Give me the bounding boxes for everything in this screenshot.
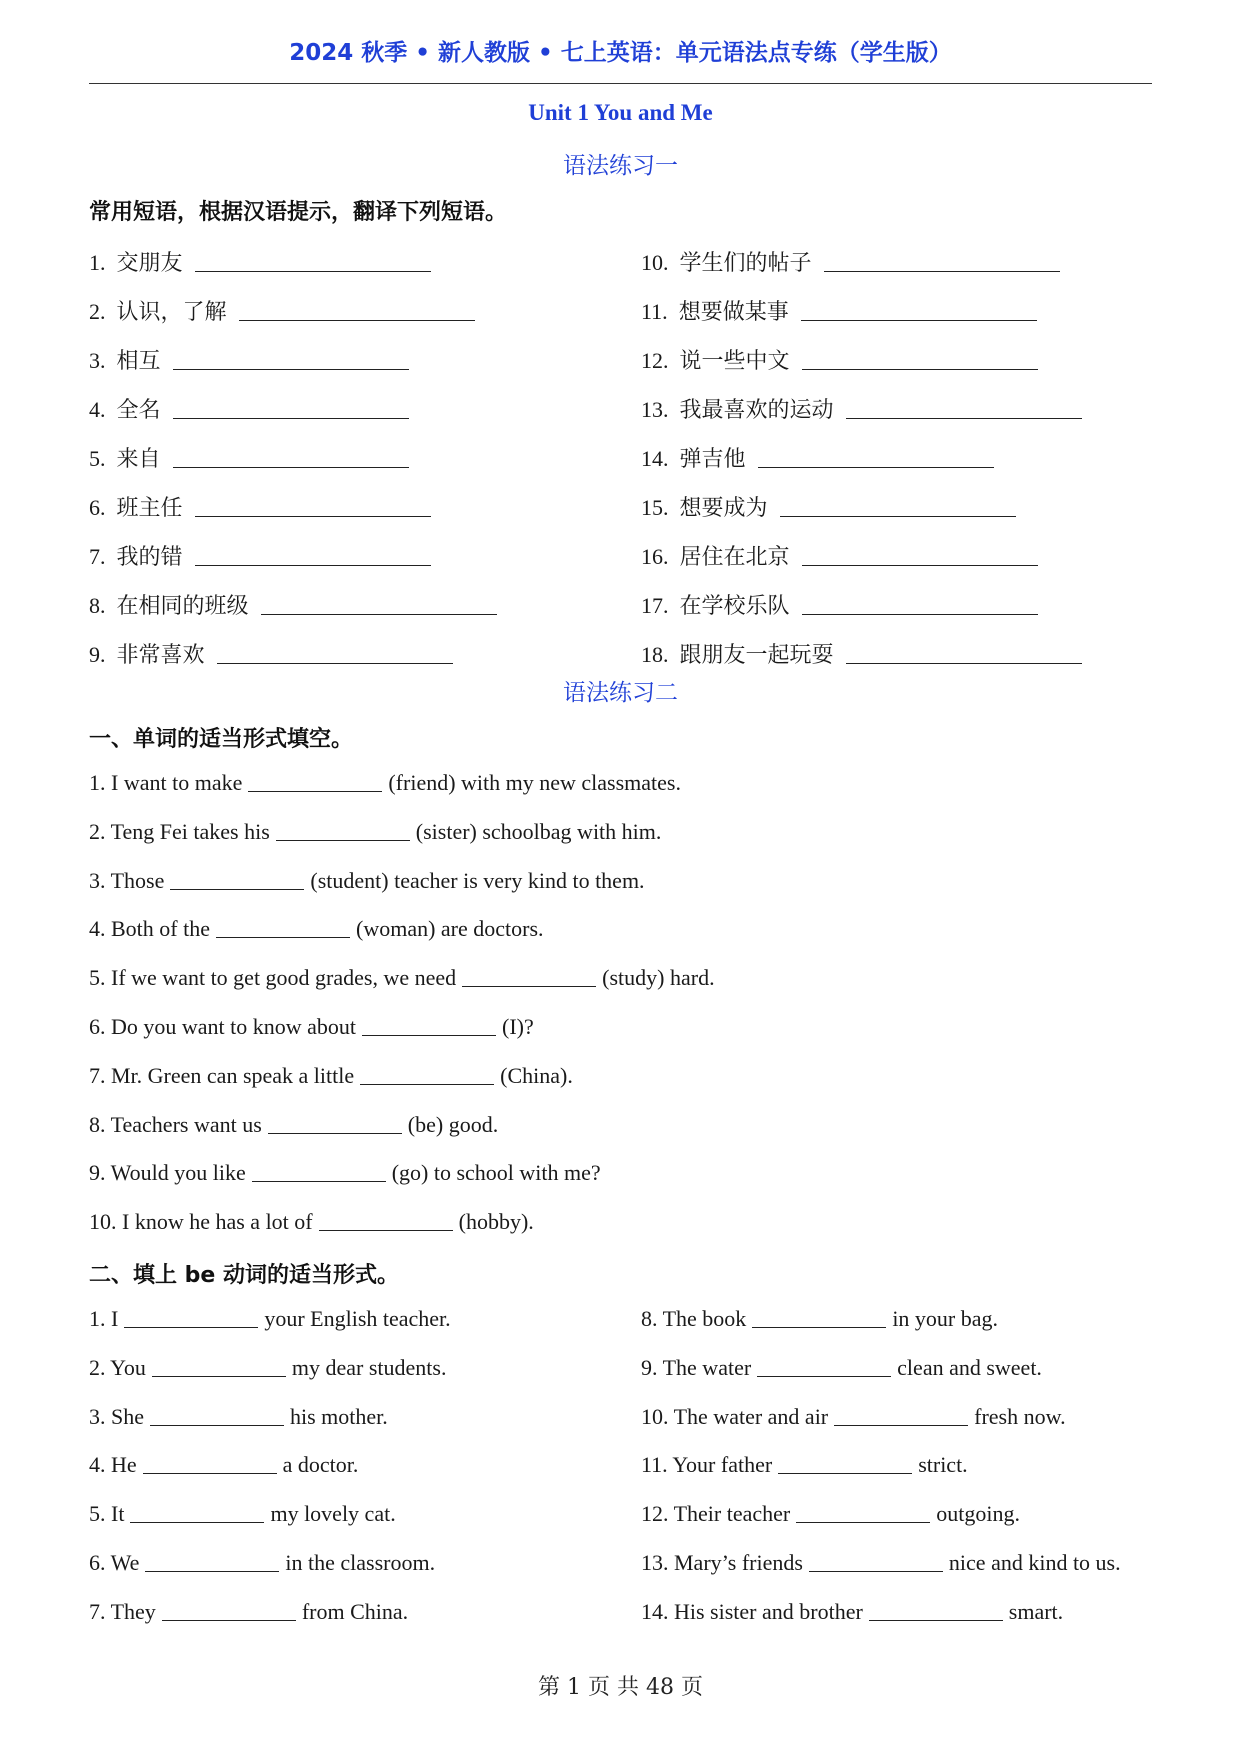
item-text-before: 7. Mr. Green can speak a little [89, 1062, 355, 1088]
phrase-item [89, 344, 415, 375]
answer-blank[interactable] [268, 1132, 402, 1134]
item-text-before: 8. Teachers want us [89, 1111, 262, 1137]
item-text-before: 4. Both of the [89, 916, 210, 942]
phrase-item [89, 491, 437, 522]
phrase-hint: 说一些中文 [679, 349, 790, 374]
exercise-item [89, 965, 715, 991]
item-text-before: 1. I [89, 1306, 119, 1331]
item-text-before: 14. His sister and brother [641, 1598, 863, 1624]
exercise1-title: 语法练习一 [563, 153, 678, 179]
answer-blank[interactable] [869, 1619, 1003, 1621]
phrase-hint: 相互 [116, 349, 161, 374]
answer-blank[interactable] [802, 613, 1038, 615]
item-number: 3. [89, 348, 106, 373]
exercise-item [89, 1209, 534, 1235]
answer-blank[interactable] [261, 613, 497, 615]
unit-title: Unit 1 You and Me [528, 100, 713, 125]
item-number: 15. [641, 495, 669, 520]
exercise-item [641, 1550, 1121, 1576]
phrase-hint: 交朋友 [116, 251, 183, 276]
phrase-item [89, 540, 437, 571]
phrase-hint: 弹吉他 [679, 447, 746, 472]
answer-blank[interactable] [195, 515, 431, 517]
phrase-hint: 非常喜欢 [116, 643, 205, 668]
phrase-item [89, 246, 437, 277]
exercise-item [641, 1501, 1020, 1527]
answer-blank[interactable] [162, 1619, 296, 1621]
item-number: 6. [89, 495, 106, 520]
phrase-item [641, 442, 1000, 473]
item-text-after: (go) to school with me? [391, 1160, 601, 1186]
answer-blank[interactable] [846, 417, 1082, 419]
item-text-after: your English teacher. [264, 1306, 451, 1331]
phrase-item [89, 393, 415, 424]
answer-blank[interactable] [124, 1326, 258, 1328]
answer-blank[interactable] [846, 662, 1082, 664]
answer-blank[interactable] [252, 1180, 386, 1182]
item-text-after: (study) hard. [602, 965, 715, 991]
part1-instruction: 一、单词的适当形式填空。 [89, 727, 354, 752]
item-text-after: from China. [301, 1598, 409, 1624]
answer-blank[interactable] [802, 368, 1038, 370]
item-text-after: (be) good. [407, 1111, 499, 1137]
item-text-after: (I)? [502, 1014, 534, 1039]
phrase-item [89, 638, 459, 669]
answer-blank[interactable] [758, 466, 994, 468]
item-text-before: 12. Their teacher [641, 1501, 791, 1527]
answer-blank[interactable] [248, 790, 382, 792]
exercise-item [89, 1452, 358, 1478]
answer-blank[interactable] [757, 1375, 891, 1377]
item-text-after: (woman) are doctors. [356, 916, 544, 942]
phrase-hint: 全名 [116, 398, 161, 423]
item-text-after: a doctor. [282, 1452, 359, 1478]
exercise-item [641, 1355, 1042, 1381]
exercise-item [89, 1160, 601, 1186]
item-text-after: strict. [918, 1452, 968, 1478]
phrase-hint: 在学校乐队 [679, 594, 790, 619]
exercise-item [641, 1452, 968, 1478]
phrase-item [641, 393, 1088, 424]
answer-blank[interactable] [152, 1375, 286, 1377]
item-text-after: (hobby). [458, 1209, 534, 1235]
phrase-item [641, 344, 1044, 375]
item-number: 1. [89, 250, 106, 275]
answer-blank[interactable] [195, 564, 431, 566]
item-text-before: 3. She [89, 1403, 144, 1429]
phrase-item [641, 246, 1066, 277]
answer-blank[interactable] [778, 1472, 912, 1474]
header-divider [89, 83, 1152, 84]
exercise-item [89, 1501, 396, 1527]
exercise-item [641, 1599, 1063, 1625]
page-number: 第 1 页 共 48 页 [538, 1675, 703, 1700]
item-number: 17. [641, 593, 669, 618]
phrase-hint: 我最喜欢的运动 [679, 398, 834, 423]
item-text-before: 5. If we want to get good grades, we need [89, 965, 457, 991]
item-number: 4. [89, 397, 106, 422]
item-text-after: (China). [500, 1062, 573, 1088]
page-header: 2024 秋季 • 新人教版 • 七上英语：单元语法点专练（学生版） [289, 40, 952, 66]
phrase-item [641, 638, 1088, 669]
item-text-after: (sister) schoolbag with him. [415, 818, 662, 844]
phrase-item [641, 589, 1044, 620]
part2-instruction: 二、填上 be 动词的适当形式。 [89, 1263, 399, 1288]
answer-blank[interactable] [801, 319, 1037, 321]
item-text-before: 13. Mary’s friends [641, 1550, 803, 1575]
phrase-hint: 我的错 [116, 545, 183, 570]
item-text-before: 11. Your father [641, 1452, 773, 1478]
item-text-after: nice and kind to us. [948, 1550, 1121, 1575]
item-text-before: 5. It [89, 1501, 125, 1527]
phrase-hint: 居住在北京 [679, 545, 790, 570]
item-text-before: 8. The book [641, 1306, 747, 1331]
item-text-after: my dear students. [291, 1354, 447, 1380]
answer-blank[interactable] [150, 1424, 284, 1426]
item-text-before: 10. The water and air [641, 1403, 829, 1429]
item-number: 10. [641, 250, 669, 275]
item-number: 8. [89, 593, 106, 618]
answer-blank[interactable] [195, 270, 431, 272]
item-text-before: 3. Those [89, 867, 165, 893]
answer-blank[interactable] [319, 1229, 453, 1231]
item-text-before: 1. I want to make [89, 770, 243, 795]
phrase-hint: 想要做某事 [678, 300, 789, 325]
item-text-after: outgoing. [936, 1501, 1020, 1527]
item-text-after: clean and sweet. [897, 1354, 1042, 1380]
item-text-after: in the classroom. [285, 1550, 436, 1575]
exercise-item [89, 1355, 446, 1381]
answer-blank[interactable] [780, 515, 1016, 517]
phrase-item [641, 540, 1044, 571]
item-text-before: 2. Teng Fei takes his [89, 818, 270, 844]
answer-blank[interactable] [834, 1424, 968, 1426]
answer-blank[interactable] [143, 1472, 277, 1474]
phrase-item [89, 442, 415, 473]
phrase-hint: 学生们的帖子 [679, 251, 812, 276]
answer-blank[interactable] [462, 985, 596, 987]
item-text-after: smart. [1008, 1598, 1064, 1624]
exercise-item [89, 1404, 388, 1430]
exercise-item [641, 1404, 1066, 1430]
item-number: 2. [89, 299, 106, 324]
answer-blank[interactable] [360, 1083, 494, 1085]
exercise-item [89, 770, 681, 796]
item-text-before: 7. They [89, 1598, 156, 1624]
answer-blank[interactable] [239, 319, 475, 321]
exercise-item [89, 1550, 435, 1576]
item-text-before: 9. Would you like [89, 1160, 246, 1186]
exercise-item [89, 1112, 498, 1138]
item-number: 5. [89, 446, 106, 471]
item-number: 9. [89, 642, 106, 667]
item-text-before: 2. You [89, 1354, 146, 1380]
item-text-before: 9. The water [641, 1354, 752, 1380]
phrase-item [89, 295, 481, 326]
item-number: 16. [641, 544, 669, 569]
answer-blank[interactable] [276, 839, 410, 841]
item-text-before: 4. He [89, 1452, 137, 1478]
item-number: 13. [641, 397, 669, 422]
item-text-after: my lovely cat. [270, 1501, 396, 1527]
phrase-hint: 班主任 [116, 496, 183, 521]
answer-blank[interactable] [809, 1570, 943, 1572]
item-text-before: 6. We [89, 1550, 140, 1575]
exercise-item [641, 1306, 998, 1332]
answer-blank[interactable] [824, 270, 1060, 272]
item-text-before: 10. I know he has a lot of [89, 1209, 313, 1235]
answer-blank[interactable] [362, 1034, 496, 1036]
answer-blank[interactable] [145, 1570, 279, 1572]
phrase-item [641, 491, 1022, 522]
exercise-item [89, 1014, 534, 1040]
exercise-item [89, 868, 645, 894]
answer-blank[interactable] [752, 1326, 886, 1328]
exercise-item [89, 1306, 451, 1332]
exercise2-title: 语法练习二 [563, 680, 678, 706]
item-text-after: (student) teacher is very kind to them. [310, 867, 645, 893]
item-text-after: fresh now. [974, 1403, 1066, 1429]
item-text-after: (friend) with my new classmates. [388, 770, 681, 795]
item-text-after: his mother. [290, 1403, 388, 1429]
phrase-hint: 认识，了解 [116, 300, 227, 325]
phrase-hint: 想要成为 [679, 496, 768, 521]
item-text-before: 6. Do you want to know about [89, 1014, 357, 1039]
phrase-hint: 在相同的班级 [116, 594, 249, 619]
exercise-item [89, 1599, 408, 1625]
item-number: 11. [641, 299, 668, 324]
answer-blank[interactable] [173, 368, 409, 370]
item-text-after: in your bag. [892, 1306, 999, 1331]
exercise-item [89, 1063, 573, 1089]
answer-blank[interactable] [173, 466, 409, 468]
phrase-item [641, 295, 1043, 326]
exercise1-instruction: 常用短语，根据汉语提示，翻译下列短语。 [89, 200, 508, 225]
answer-blank[interactable] [170, 888, 304, 890]
answer-blank[interactable] [217, 662, 453, 664]
exercise-item [89, 916, 544, 942]
answer-blank[interactable] [802, 564, 1038, 566]
phrase-hint: 跟朋友一起玩耍 [679, 643, 834, 668]
item-number: 7. [89, 544, 106, 569]
exercise-item [89, 819, 661, 845]
phrase-item [89, 589, 503, 620]
answer-blank[interactable] [796, 1521, 930, 1523]
answer-blank[interactable] [173, 417, 409, 419]
item-number: 12. [641, 348, 669, 373]
phrase-hint: 来自 [116, 447, 161, 472]
item-number: 14. [641, 446, 669, 471]
item-number: 18. [641, 642, 669, 667]
answer-blank[interactable] [216, 936, 350, 938]
answer-blank[interactable] [130, 1521, 264, 1523]
